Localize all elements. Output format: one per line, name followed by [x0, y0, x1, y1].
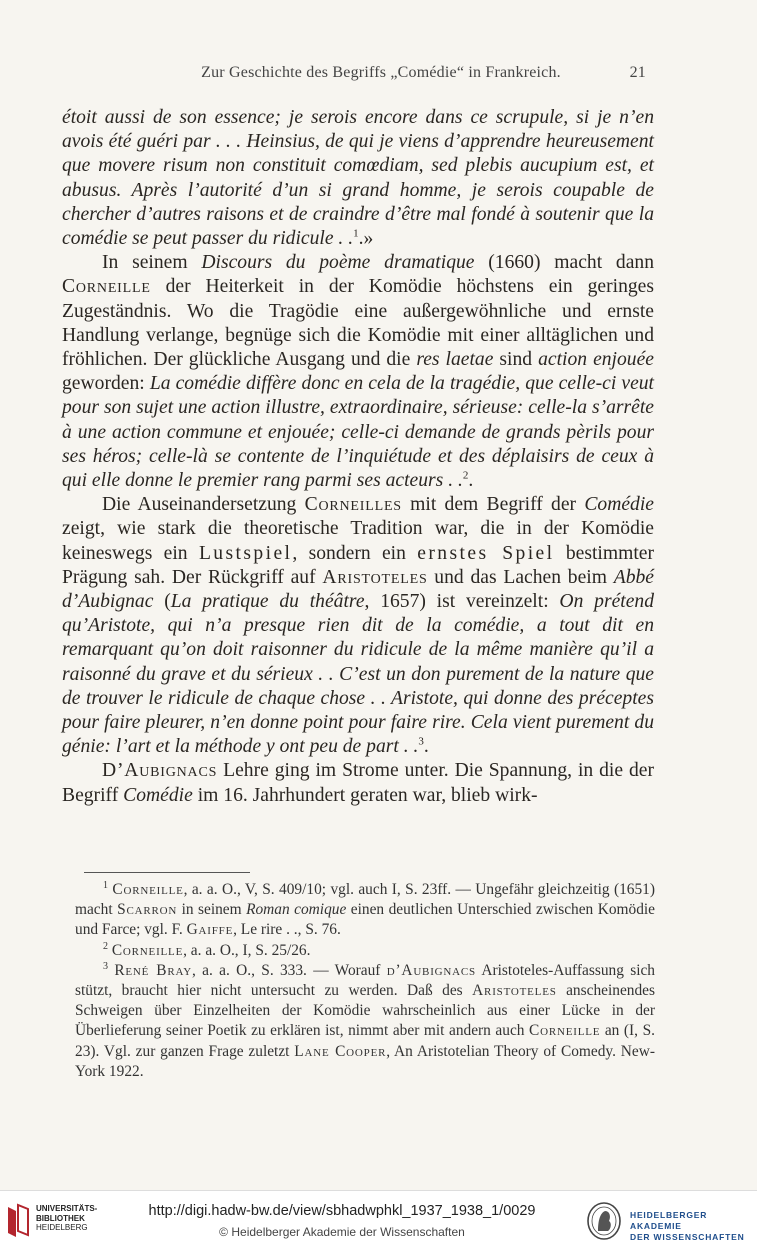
- footnote-2: [75, 941, 655, 961]
- work-title: La pratique du théâtre: [170, 591, 365, 613]
- academy-line-2: DER WISSENSCHAFTEN: [630, 1232, 745, 1242]
- text-run: , An Aristotelian Theory of Comedy. New-York 1922.: [75, 1042, 655, 1080]
- source-url-link[interactable]: http://digi.hadw-bw.de/view/sbhadwphkl_1937_1938_1/0029: [148, 1203, 536, 1219]
- footnote-ref-3: 3: [418, 735, 424, 748]
- text-run: der Heiterkeit in der Komödie höchstens ein geringes Zugeständnis. Wo die Tragödie eine außergewöhnliche und ernste Handlung verlange, begnüge sich die Komödie mit einer alltäglichen und fröhlichen. Der glückliche Ausgang und die: [62, 276, 654, 371]
- text-run: zeigt, wie stark die theoretische Tradition war, die in der Komödie keineswegs ein: [62, 518, 654, 564]
- library-line-1: UNIVERSITÄTS-: [36, 1204, 98, 1213]
- quote-discours: La comédie diffère donc en cela de la tragédie, que celle-ci veut pour son sujet une action illustre, extraordinaire, sérieuse: celle-la s’arrête à une action commune et enjouée; celle-ci demande de grands pèrils pour ses héros; celle-là se contente de l’inquiétude et des déplaisirs de ceux à qui elle donne le premier rang parmi ses acteurs . .: [62, 373, 655, 492]
- digitization-footer: [0, 1190, 757, 1249]
- paragraph-1: [62, 106, 654, 251]
- text-run: an (I, S. 23). Vgl. zur ganzen Frage zuletzt: [75, 1022, 656, 1060]
- text-run: , a. a. O., I, S. 25/26.: [183, 941, 311, 959]
- author-name: Lane Cooper: [294, 1042, 387, 1060]
- author-name: René Bray: [114, 961, 192, 979]
- term-comedie: Comédie: [123, 784, 193, 806]
- text-run: , a. a. O., V, S. 409/10; vgl. auch I, S. 23ff. — Ungefähr gleichzeitig (1651) macht: [75, 881, 655, 919]
- library-line-2: BIBLIOTHEK: [36, 1213, 85, 1223]
- work-title: Roman comique: [246, 901, 347, 919]
- text-run: , 1657) ist vereinzelt:: [364, 591, 560, 613]
- quote-corneille: étoit aussi de son essence; je serois encore dans ce scrupule, si je n’en avois été guéri par . . . Heinsius, de qui je viens d’apprendre heureusement que movere risum non constituit comœdiam, sed plebis aucupium est, et abusus. Après l’autorité d’un si grand homme, je serois coupable de chercher d’autres raisons et de craindre d’être mal fondé à soutenir que la comédie se peut passer du ridicule . .: [62, 107, 654, 250]
- academy-seal-icon: [586, 1201, 622, 1241]
- author-name: Corneille: [529, 1022, 601, 1040]
- text-run: in seinem: [177, 901, 247, 919]
- author-name: Gaiffe: [186, 921, 234, 939]
- paragraph-4: [62, 759, 654, 807]
- paragraph-3: [62, 493, 654, 759]
- footnotes: [75, 880, 655, 1082]
- paragraph-2: [62, 251, 654, 493]
- text-run: .: [423, 736, 429, 758]
- text-run: und das Lachen beim: [427, 566, 614, 588]
- text-run: Lehre ging im Strome unter. Die Spannung, in die der Begriff: [62, 760, 654, 806]
- footnote-divider: [84, 872, 250, 873]
- library-line-3: HEIDELBERG: [36, 1223, 88, 1232]
- author-name: Corneille: [111, 941, 184, 959]
- spaced-term: ernstes Spiel: [417, 542, 555, 564]
- university-library-name: [36, 1204, 97, 1233]
- text-run: Die Auseinandersetzung: [102, 494, 305, 516]
- author-name-italic: Abbé d’Aubignac: [62, 566, 654, 613]
- text-run: geworden:: [62, 373, 150, 395]
- text-run: .: [468, 470, 474, 492]
- author-name: Aristoteles: [472, 982, 557, 1000]
- text-run: bestimmter Prägung sah. Der Rückgriff auf: [62, 542, 654, 588]
- author-name: Corneille: [62, 276, 151, 298]
- text-run: , sondern ein: [292, 542, 418, 564]
- latin-term: res laetae: [416, 349, 494, 371]
- page-number: 21: [629, 64, 646, 81]
- text-run: Aristoteles-Auffassung sich stützt, braucht hier nicht untersucht zu werden. Daß des: [75, 961, 656, 1000]
- quote-close: .»: [358, 228, 374, 250]
- main-text: [62, 106, 654, 808]
- running-title: Zur Geschichte des Begriffs „Comédie“ in Frankreich.: [201, 64, 561, 81]
- text-run: einen deutlichen Unterschied zwischen Komödie und Farce; vgl. F.: [75, 901, 655, 939]
- author-name: Scarron: [117, 901, 178, 919]
- text-run: im 16. Jahrhundert geraten war, blieb wirk-: [192, 784, 538, 806]
- footnote-mark: 3: [103, 960, 108, 972]
- quote-aubignac: On prétend qu’Aristote, qui n’a presque rien dit de la comédie, a tout dit en remarquant qu’on doit raisonner du ridicule de la même manière qu’il a raisonné du grave et du sérieux . . C’est un don purement de la nature que de trouver le ridicule de chaque chose . . Aristote, qui donne des préceptes pour faire pleurer, n’en donne point pour faire rire. Cela vient purement du génie: l’art et la méthode y ont peu de part . .: [62, 591, 654, 758]
- author-name: d’Aubignacs: [386, 961, 476, 979]
- text-run: , a. a. O., S. 333. — Worauf: [191, 961, 387, 979]
- author-name: D’Aubignacs: [102, 760, 218, 782]
- footnote-ref-2: 2: [462, 469, 469, 482]
- spaced-term: Lustspiel: [198, 542, 293, 564]
- text-run: In seinem: [102, 252, 202, 274]
- french-term: action enjouée: [538, 349, 654, 371]
- footnote-mark: 1: [103, 879, 108, 891]
- text-run: (: [153, 591, 171, 613]
- author-name: Corneille: [112, 881, 184, 898]
- text-run: (1660) macht dann: [474, 252, 654, 274]
- running-header: [146, 64, 646, 82]
- academy-name: [630, 1210, 757, 1243]
- author-name: Corneilles: [304, 494, 402, 516]
- term-comedie: Comédie: [584, 494, 654, 516]
- academy-line-1: HEIDELBERGER AKADEMIE: [630, 1210, 708, 1231]
- text-run: , Le rire . ., S. 76.: [233, 921, 341, 939]
- author-name: Aristoteles: [322, 566, 428, 588]
- footnote-3: [75, 961, 655, 1082]
- work-title: Discours du poème dramatique: [201, 252, 475, 274]
- footnote-mark: 2: [103, 940, 108, 952]
- university-library-logo-icon: [6, 1203, 30, 1237]
- text-run: sind: [493, 349, 539, 371]
- copyright-notice: © Heidelberger Akademie der Wissenschaften: [219, 1225, 465, 1239]
- text-run: mit dem Begriff der: [401, 494, 585, 516]
- text-run: anscheinendes Schweigen über Einzelheiten der Komödie wahrscheinlich aus einer Lücke in der Überlieferung seiner Poetik zu erklären ist, nimmt aber mit andern auch: [75, 982, 655, 1040]
- footnote-1: [75, 880, 655, 941]
- footnote-ref-1: 1: [353, 227, 359, 240]
